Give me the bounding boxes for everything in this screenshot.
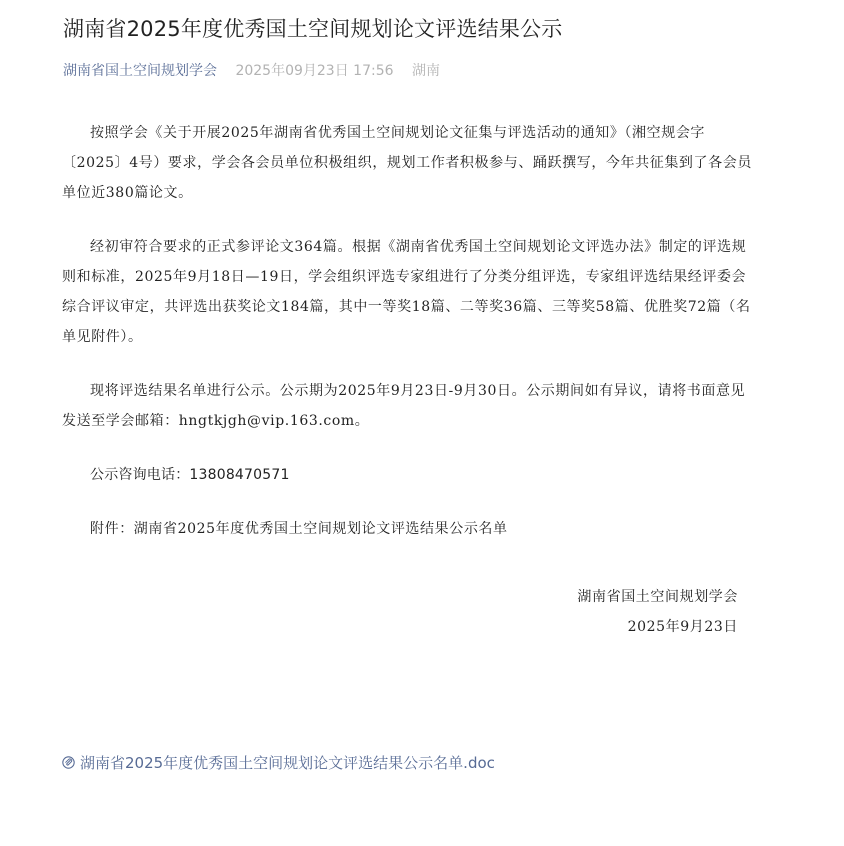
attachment-link[interactable] — [62, 752, 495, 773]
paragraph-intro: 按照学会《关于开展2025年湖南省优秀国土空间规划论文征集与评选活动的通知》（湘空规会字〔2025〕4号）要求，学会各会员单位积极组织，规划工作者积极参与、踊跃撰写，今年共征集到了各会员单位近380篇论文。 — [62, 125, 752, 201]
paragraph-results: 经初审符合要求的正式参评论文364篇。根据《湖南省优秀国土空间规划论文评选办法》制定的评选规则和标准，2025年9月18日—19日，学会组织评选专家组进行了分类分组评选，专家组评选结果经评委会综合评议审定，共评选出获奖论文184篇，其中一等奖18篇、二等奖36篇、三等奖58篇、优胜奖72篇（名单见附件）。 — [62, 239, 751, 345]
signature — [577, 582, 738, 642]
signature-organization: 湖南省国土空间规划学会 — [577, 589, 738, 605]
author-link[interactable]: 湖南省国土空间规划学会 — [63, 63, 217, 79]
paragraph-notice: 现将评选结果名单进行公示。公示期为2025年9月23日-9月30日。公示期间如有异议，请将书面意见发送至学会邮箱：hngtkjgh@vip.163.com。 — [62, 383, 746, 429]
attachment-filename: 湖南省2025年度优秀国土空间规划论文评选结果公示名单.doc — [80, 754, 495, 772]
article-meta — [63, 60, 440, 80]
contact-phone: 公示咨询电话：13808470571 — [90, 467, 290, 483]
article-title: 湖南省2025年度优秀国土空间规划论文评选结果公示 — [63, 17, 563, 41]
publish-location: 湖南 — [411, 63, 440, 79]
publish-date: 2025年09月23日 17:56 — [235, 63, 394, 79]
article-content — [62, 118, 752, 568]
attachment-note: 附件：湖南省2025年度优秀国土空间规划论文评选结果公示名单 — [90, 521, 508, 537]
paperclip-icon — [62, 756, 75, 769]
signature-date: 2025年9月23日 — [627, 619, 738, 635]
